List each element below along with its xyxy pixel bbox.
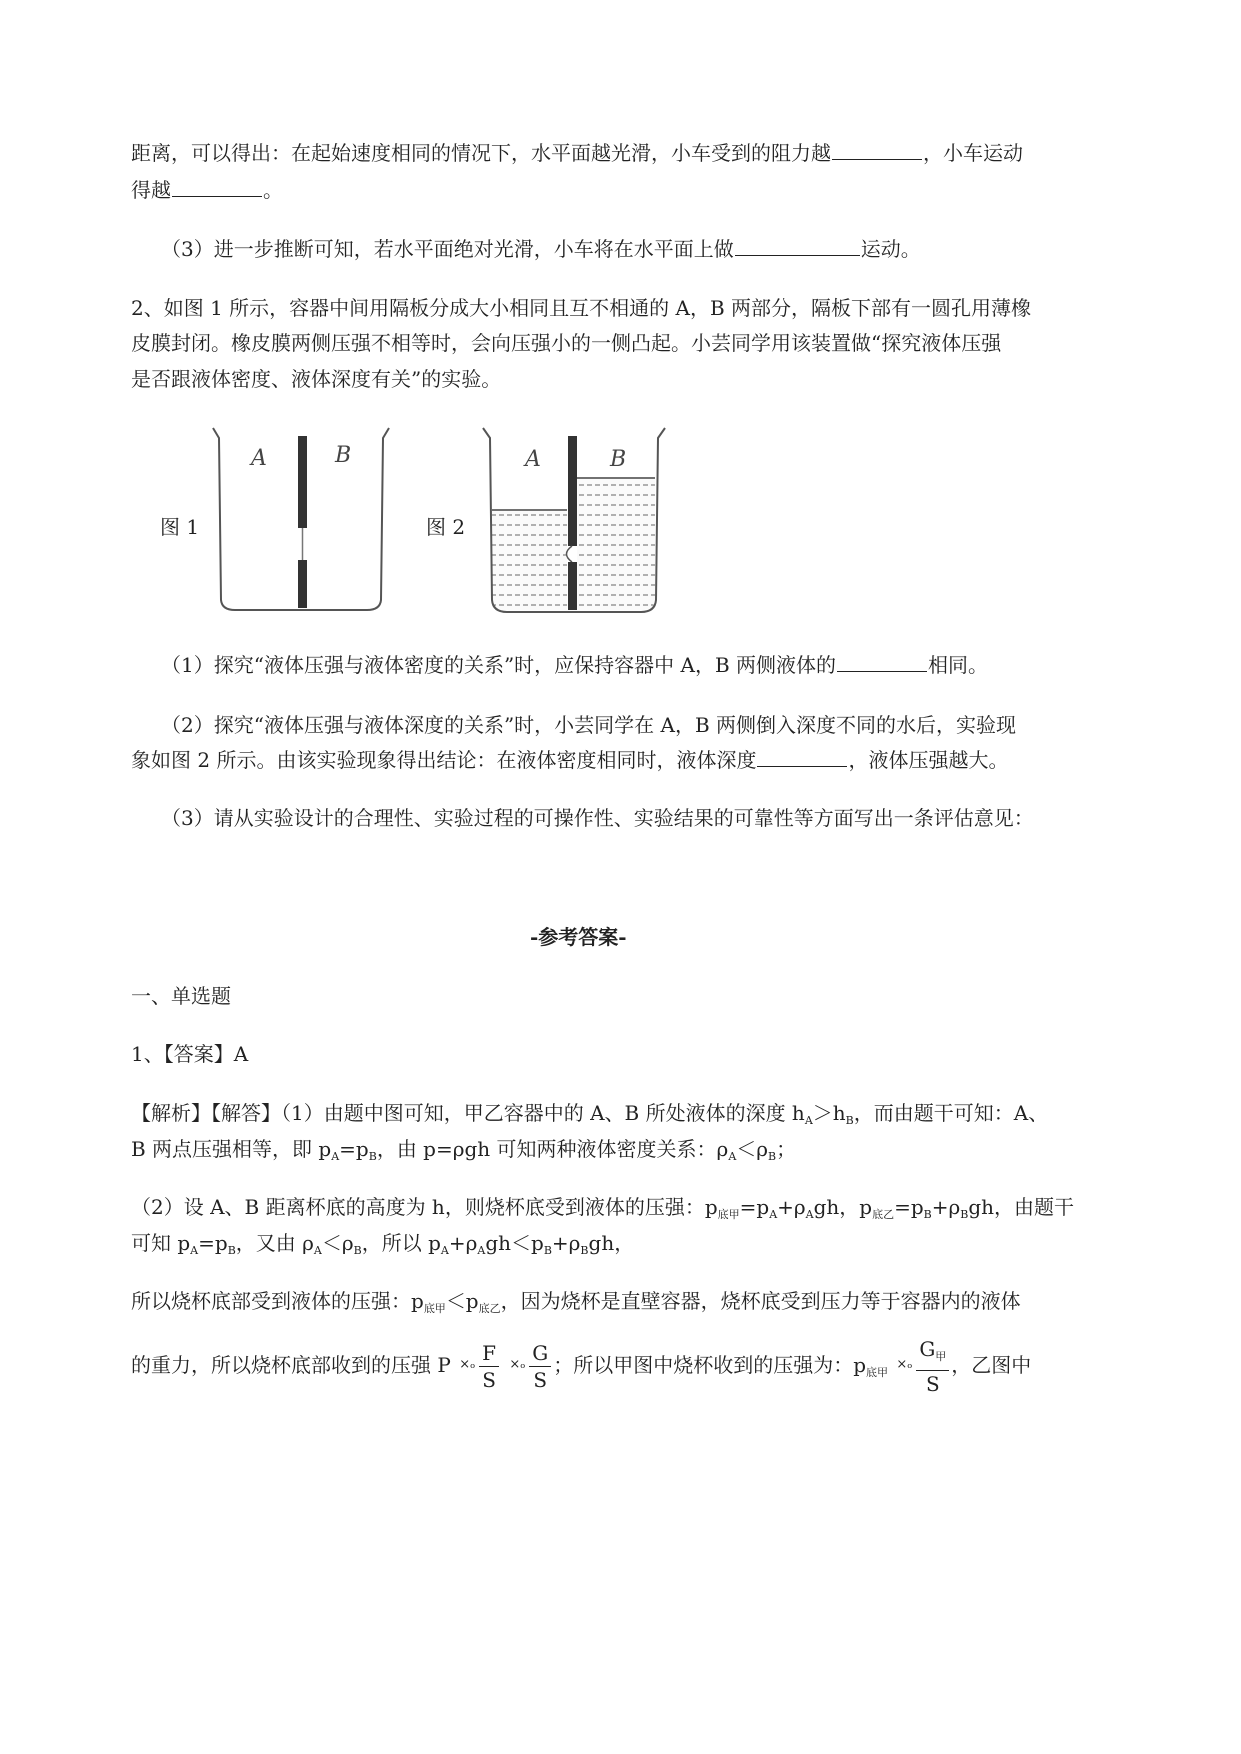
analysis2-l1-b: =p xyxy=(739,1195,770,1219)
analysis-l2-a: B 两点压强相等，即 p xyxy=(131,1137,332,1161)
q2-part1 xyxy=(161,652,988,678)
q1-line2 xyxy=(131,177,283,203)
sub-A: A xyxy=(440,1244,449,1257)
analysis-l1-a: 【解析】【解答】（1）由题中图可知，甲乙容器中的 A、B 所处液体的深度 h xyxy=(131,1101,805,1125)
blank-depth-same[interactable] xyxy=(837,653,927,672)
q2-intro-line2: 皮膜封闭。橡皮膜两侧压强不相等时，会向压强小的一侧凸起。小芸同学用该装置做“探究液体压强 xyxy=(131,331,1002,355)
q1-line1 xyxy=(131,140,1023,166)
q2-part1-text-a: （1）探究“液体压强与液体密度的关系”时，应保持容器中 A，B 两侧液体的 xyxy=(161,653,837,677)
q1-line1-text-a: 距离，可以得出：在起始速度相同的情况下，水平面越光滑，小车受到的阻力越 xyxy=(131,141,831,165)
analysis4-c: ，乙图中 xyxy=(951,1353,1032,1377)
analysis4-a: 的重力，所以烧杯底部收到的压强 P xyxy=(131,1353,451,1377)
analysis3-a: 所以烧杯底部受到液体的压强：p xyxy=(131,1289,424,1313)
fig1-label: 图 1 xyxy=(160,515,200,539)
q2-part2-line1: （2）探究“液体压强与液体深度的关系”时，小芸同学在 A，B 两侧倒入深度不同的水后，实验现 xyxy=(161,713,1017,737)
q1-part3-text-a: （3）进一步推断可知，若水平面绝对光滑，小车将在水平面上做 xyxy=(161,237,734,261)
analysis4-b: ；所以甲图中烧杯收到的压强为：p xyxy=(553,1353,867,1377)
fig2-partition-upper xyxy=(568,436,577,546)
sub-A: A xyxy=(805,1208,814,1221)
blank-distance[interactable] xyxy=(172,178,262,197)
fraction-numerator: G xyxy=(529,1340,551,1367)
fraction-denominator: S xyxy=(925,1372,940,1396)
fig1-label-a: A xyxy=(251,446,267,471)
sub-bottom-yi: 底乙 xyxy=(478,1302,501,1315)
equation-glyph: ×ₒ xyxy=(459,1357,476,1372)
analysis-l2-b: =p xyxy=(339,1137,369,1161)
q2-intro-line3: 是否跟液体密度、液体深度有关”的实验。 xyxy=(131,367,502,391)
analysis3-c: ，因为烧杯是直壁容器，烧杯底受到压力等于容器内的液体 xyxy=(500,1289,1021,1313)
analysis2-line1 xyxy=(131,1194,1074,1228)
water-side-b xyxy=(577,478,655,610)
equation-glyph: ×ₒ xyxy=(896,1357,913,1372)
fig2-label-a: A xyxy=(525,447,541,472)
blank-motion[interactable] xyxy=(735,237,860,256)
answer-item-1: 1、【答案】A xyxy=(131,1042,249,1066)
analysis-line2 xyxy=(131,1136,796,1170)
sub-hA: A xyxy=(804,1114,813,1127)
sub-hB: B xyxy=(845,1114,854,1127)
analysis3-line xyxy=(131,1288,1021,1322)
analysis2-l1-c: +ρ xyxy=(777,1195,806,1219)
analysis2-l2-e: ，所以 p xyxy=(361,1231,441,1255)
sub-B: B xyxy=(580,1244,589,1257)
fraction-numerator: F xyxy=(479,1340,499,1367)
fig1-label-b: B xyxy=(335,443,352,468)
fraction-gjia-over-s xyxy=(916,1336,949,1397)
analysis2-l2-f: +ρ xyxy=(448,1231,478,1255)
q1-line1-text-b: ，小车运动 xyxy=(923,141,1023,165)
sub-B: B xyxy=(353,1244,362,1257)
analysis2-l1-g: gh，由题干 xyxy=(968,1195,1075,1219)
q2-part1-text-b: 相同。 xyxy=(928,653,989,677)
partition-lower xyxy=(298,560,307,608)
analysis2-l1-a: （2）设 A、B 距离杯底的高度为 h，则烧杯底受到液体的压强：p xyxy=(131,1195,718,1219)
analysis-l2-d: ＜ρ xyxy=(736,1137,769,1161)
sub-B: B xyxy=(543,1244,552,1257)
sub-bottom-yi: 底乙 xyxy=(872,1208,895,1221)
analysis2-l2-g: gh＜p xyxy=(485,1231,544,1255)
sub-A: A xyxy=(313,1244,322,1257)
answer-heading: -参考答案- xyxy=(530,925,627,949)
fraction-denominator: S xyxy=(533,1368,548,1392)
water-side-a xyxy=(492,510,567,610)
analysis-l2-e: ； xyxy=(776,1137,797,1161)
sub-bottom-jia: 底甲 xyxy=(423,1302,446,1315)
fraction-g-over-s xyxy=(529,1340,551,1393)
fraction-numerator xyxy=(916,1336,949,1371)
q1-line2-text-b: 。 xyxy=(263,178,283,202)
q1-line2-text-a: 得越 xyxy=(131,178,171,202)
fraction-denominator: S xyxy=(482,1368,496,1392)
q2-part2-text-a: 象如图 2 所示。由该实验现象得出结论：在液体密度相同时，液体深度 xyxy=(131,748,757,772)
analysis2-l1-d: gh，p xyxy=(813,1195,873,1219)
rubber-membrane xyxy=(567,546,573,562)
figure-1-container xyxy=(205,420,400,615)
analysis-line1 xyxy=(131,1100,1048,1134)
fig2-label: 图 2 xyxy=(426,515,466,539)
sub-bottom-jia: 底甲 xyxy=(717,1208,740,1221)
sub-A: A xyxy=(769,1208,778,1221)
q2-part2-line2 xyxy=(131,747,1008,773)
sub-rhoB: B xyxy=(768,1150,777,1163)
sub-B: B xyxy=(960,1208,969,1221)
partition-upper xyxy=(298,436,307,528)
sub-A: A xyxy=(190,1244,199,1257)
blank-depth-larger[interactable] xyxy=(757,748,847,767)
figure-2-container xyxy=(475,420,675,620)
q2-part2-text-b: ，液体压强越大。 xyxy=(848,748,1009,772)
sub-jia: 甲 xyxy=(935,1350,947,1363)
blank-resistance[interactable] xyxy=(832,141,922,160)
q1-part3-text-b: 运动。 xyxy=(860,237,921,261)
analysis2-l1-f: +ρ xyxy=(931,1195,961,1219)
equation-glyph: ×ₒ xyxy=(509,1357,526,1372)
analysis2-l2-a: 可知 p xyxy=(131,1231,191,1255)
sub-B: B xyxy=(227,1244,236,1257)
sub-B: B xyxy=(923,1208,932,1221)
analysis2-l2-c: ，又由 ρ xyxy=(235,1231,314,1255)
fig2-partition-lower xyxy=(568,562,577,610)
analysis2-l2-h: +ρ xyxy=(551,1231,581,1255)
fraction-f-over-s xyxy=(479,1340,499,1393)
sub-rhoA: A xyxy=(728,1150,737,1163)
analysis2-l2-b: =p xyxy=(198,1231,228,1255)
q1-part3 xyxy=(161,236,921,262)
analysis2-l2-d: ＜ρ xyxy=(321,1231,354,1255)
analysis-l1-c: ，而由题干可知：A、 xyxy=(853,1101,1049,1125)
numerator-g: G xyxy=(919,1337,936,1361)
analysis2-l1-e: =p xyxy=(894,1195,924,1219)
q2-intro-line1: 2、如图 1 所示，容器中间用隔板分成大小相同且互不相通的 A，B 两部分，隔板下部有一圆孔用薄橡 xyxy=(131,296,1032,320)
sub-pA: A xyxy=(331,1150,340,1163)
analysis2-line2 xyxy=(131,1230,634,1264)
q2-part3: （3）请从实验设计的合理性、实验过程的可操作性、实验结果的可靠性等方面写出一条评估意见： xyxy=(161,806,1034,830)
sub-bottom-jia: 底甲 xyxy=(866,1366,889,1379)
analysis4-line xyxy=(131,1336,1031,1397)
answer-section-title: 一、单选题 xyxy=(131,984,231,1008)
analysis3-b: ＜p xyxy=(445,1289,479,1313)
sub-pB: B xyxy=(368,1150,377,1163)
sub-A: A xyxy=(477,1244,486,1257)
analysis-l1-b: ＞h xyxy=(812,1101,846,1125)
analysis-l2-c: ，由 p=ρgh 可知两种液体密度关系：ρ xyxy=(376,1137,729,1161)
fig2-label-b: B xyxy=(610,447,627,472)
analysis2-l2-i: gh， xyxy=(588,1231,635,1255)
